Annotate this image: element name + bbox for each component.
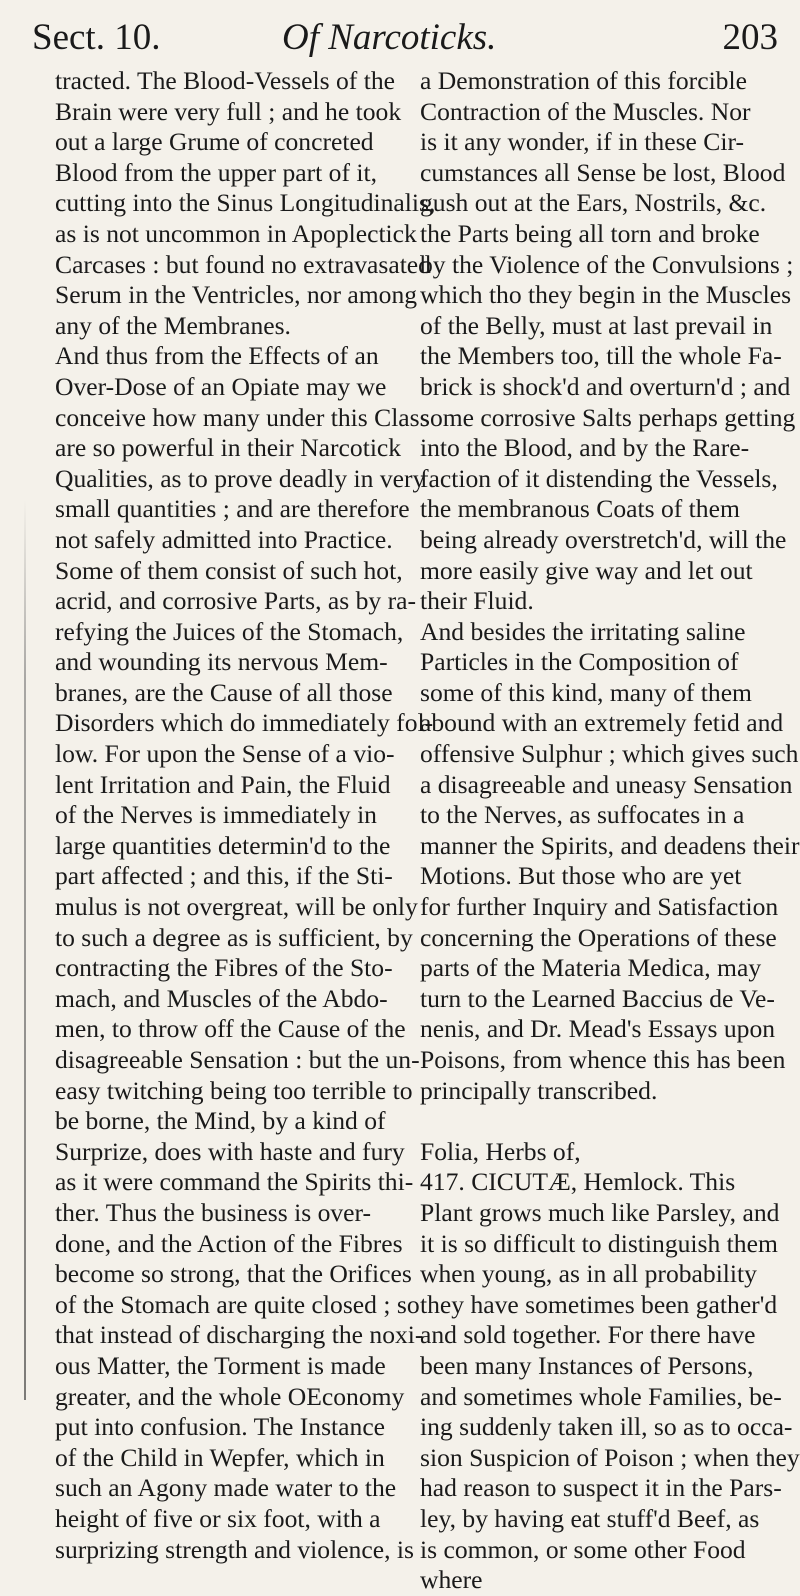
text-line: Poisons, from whence this has been	[420, 1045, 786, 1074]
text-line: the Members too, till the whole Fa-	[420, 341, 782, 371]
text-line: conceive how many under this Class	[55, 402, 430, 432]
text-line: and sometimes whole Families, be-	[420, 1381, 782, 1411]
text-line: a disagreeable and uneasy Sensation	[420, 769, 793, 799]
right-column	[420, 66, 800, 1596]
text-line: And besides the irritating saline	[420, 616, 746, 646]
text-line: Motions. But those who are yet	[420, 861, 742, 891]
text-line: parts of the Materia Medica, may	[420, 953, 762, 983]
text-line: of the Child in Wepfer, which in	[55, 1442, 385, 1472]
text-line: abound with an extremely fetid and	[420, 708, 784, 738]
text-line: had reason to suspect it in the Pars-	[420, 1473, 782, 1503]
text-line: when young, as in all probability	[420, 1259, 757, 1289]
text-line: nenis, and Dr. Mead's Essays upon	[420, 1014, 776, 1044]
text-line: to such a degree as is sufficient, by	[55, 922, 413, 952]
text-line: is it any wonder, if in these Cir-	[420, 127, 745, 157]
text-line: being already overstretch'd, will the	[420, 524, 787, 554]
text-line: is common, or some other Food	[420, 1534, 746, 1564]
text-line: their Fluid.	[420, 586, 534, 616]
page-number: 203	[722, 17, 778, 58]
text-line: any of the Membranes.	[55, 310, 291, 340]
text-line: greater, and the whole OEconomy	[55, 1381, 405, 1411]
text-line: Disorders which do immediately fol-	[55, 708, 434, 738]
text-line: been many Instances of Persons,	[420, 1350, 754, 1380]
text-line: easy twitching being too terrible to	[55, 1075, 413, 1105]
text-line: it is so difficult to distinguish them	[420, 1228, 778, 1258]
text-line	[420, 1106, 780, 1137]
text-line: disagreeable Sensation : but the un-	[55, 1045, 420, 1074]
text-line: ther. Thus the business is over-	[55, 1197, 372, 1227]
text-line: 417. CICUTÆ, Hemlock. This	[420, 1167, 736, 1197]
binding-shadow	[24, 500, 26, 1400]
text-line: put into confusion. The Instance	[55, 1412, 386, 1442]
text-line: where	[420, 1565, 483, 1595]
running-header	[32, 8, 778, 68]
text-line: into the Blood, and by the Rare-	[420, 433, 750, 463]
text-line: acrid, and corrosive Parts, as by ra-	[55, 586, 417, 616]
text-line: Blood from the upper part of it,	[55, 157, 377, 187]
text-line: done, and the Action of the Fibres	[55, 1228, 403, 1258]
text-line: branes, are the Cause of all those	[55, 677, 393, 707]
text-line: cutting into the Sinus Longitudinalis,	[55, 188, 436, 218]
text-line: that instead of discharging the noxi-	[55, 1320, 424, 1350]
text-line: ing suddenly taken ill, so as to occa-	[420, 1412, 793, 1442]
text-line: become so strong, that the Orifices	[55, 1259, 412, 1289]
text-line: brick is shock'd and overturn'd ; and	[420, 371, 791, 401]
text-line: to the Nerves, as suffocates in a	[420, 800, 745, 830]
text-line: the membranous Coats of them	[420, 494, 740, 524]
text-line: Qualities, as to prove deadly in very	[55, 463, 426, 493]
section-label: Sect. 10.	[32, 17, 161, 58]
text-line: men, to throw off the Cause of the	[55, 1014, 406, 1044]
text-line: not safely admitted into Practice.	[55, 524, 393, 554]
text-line: surprizing strength and violence, is	[55, 1534, 414, 1564]
text-line: low. For upon the Sense of a vio-	[55, 739, 395, 769]
text-line: And thus from the Effects of an	[55, 341, 379, 371]
text-line: as is not uncommon in Apoplectick	[55, 218, 417, 248]
text-line: height of five or six foot, with a	[55, 1503, 381, 1533]
text-line: cumstances all Sense be lost, Blood	[420, 157, 786, 187]
text-line: Folia, Herbs of,	[420, 1136, 581, 1166]
text-line: are so powerful in their Narcotick	[55, 433, 402, 463]
text-line: Over-Dose of an Opiate may we	[55, 371, 387, 401]
text-line: ley, by having eat stuff'd Beef, as	[420, 1503, 760, 1533]
text-line: ous Matter, the Torment is made	[55, 1350, 386, 1380]
text-line: they have sometimes been gather'd	[420, 1289, 778, 1319]
text-line: Surprize, does with haste and fury	[55, 1136, 405, 1166]
text-line: for further Inquiry and Satisfaction	[420, 892, 779, 922]
text-line: be borne, the Mind, by a kind of	[55, 1106, 386, 1136]
text-line: refying the Juices of the Stomach,	[55, 616, 404, 646]
text-line: and wounding its nervous Mem-	[55, 647, 388, 677]
text-line: faction of it distending the Vessels,	[420, 463, 778, 493]
text-line: of the Stomach are quite closed ; so	[55, 1289, 420, 1319]
text-line: a Demonstration of this forcible	[420, 66, 747, 95]
text-line: Brain were very full ; and he took	[55, 96, 402, 126]
text-line: more easily give way and let out	[420, 555, 753, 585]
text-line: mulus is not overgreat, will be only	[55, 892, 418, 922]
text-line: some of this kind, many of them	[420, 677, 752, 707]
text-line: by the Violence of the Convulsions ;	[420, 249, 794, 279]
text-line: Plant grows much like Parsley, and	[420, 1197, 780, 1227]
text-line: the Parts being all torn and broke	[420, 218, 760, 248]
text-line: small quantities ; and are therefore	[55, 494, 410, 524]
text-line: mach, and Muscles of the Abdo-	[55, 983, 388, 1013]
text-line: sion Suspicion of Poison ; when they	[420, 1442, 800, 1472]
text-line: some corrosive Salts perhaps getting	[420, 402, 796, 432]
text-line: part affected ; and this, if the Sti-	[55, 861, 393, 891]
text-line: Particles in the Composition of	[420, 647, 739, 677]
text-line: principally transcribed.	[420, 1075, 658, 1105]
text-line: turn to the Learned Baccius de Ve-	[420, 983, 775, 1013]
running-title: Of Narcoticks.	[282, 17, 497, 58]
text-line: and sold together. For there have	[420, 1320, 756, 1350]
text-line: out a large Grume of concreted	[55, 127, 374, 157]
left-column	[55, 66, 436, 1565]
text-line: of the Belly, must at last prevail in	[420, 310, 773, 340]
text-line: as it were command the Spirits thi-	[55, 1167, 414, 1197]
text-line: gush out at the Ears, Nostrils, &c.	[420, 188, 767, 218]
text-line: lent Irritation and Pain, the Fluid	[55, 769, 391, 799]
text-line: of the Nerves is immediately in	[55, 800, 377, 830]
text-line: offensive Sulphur ; which gives such	[420, 739, 799, 769]
text-line: which tho they begin in the Muscles	[420, 280, 792, 310]
text-line: such an Agony made water to the	[55, 1473, 397, 1503]
text-line: Some of them consist of such hot,	[55, 555, 403, 585]
text-line: Serum in the Ventricles, nor among	[55, 280, 418, 310]
text-line: concerning the Operations of these	[420, 922, 777, 952]
text-line: tracted. The Blood-Vessels of the	[55, 66, 395, 95]
text-line: Carcases : but found no extravasated	[55, 249, 431, 279]
text-line: large quantities determin'd to the	[55, 830, 391, 860]
text-line: contracting the Fibres of the Sto-	[55, 953, 393, 983]
text-line: manner the Spirits, and deadens their	[420, 830, 800, 860]
text-line: Contraction of the Muscles. Nor	[420, 96, 751, 126]
